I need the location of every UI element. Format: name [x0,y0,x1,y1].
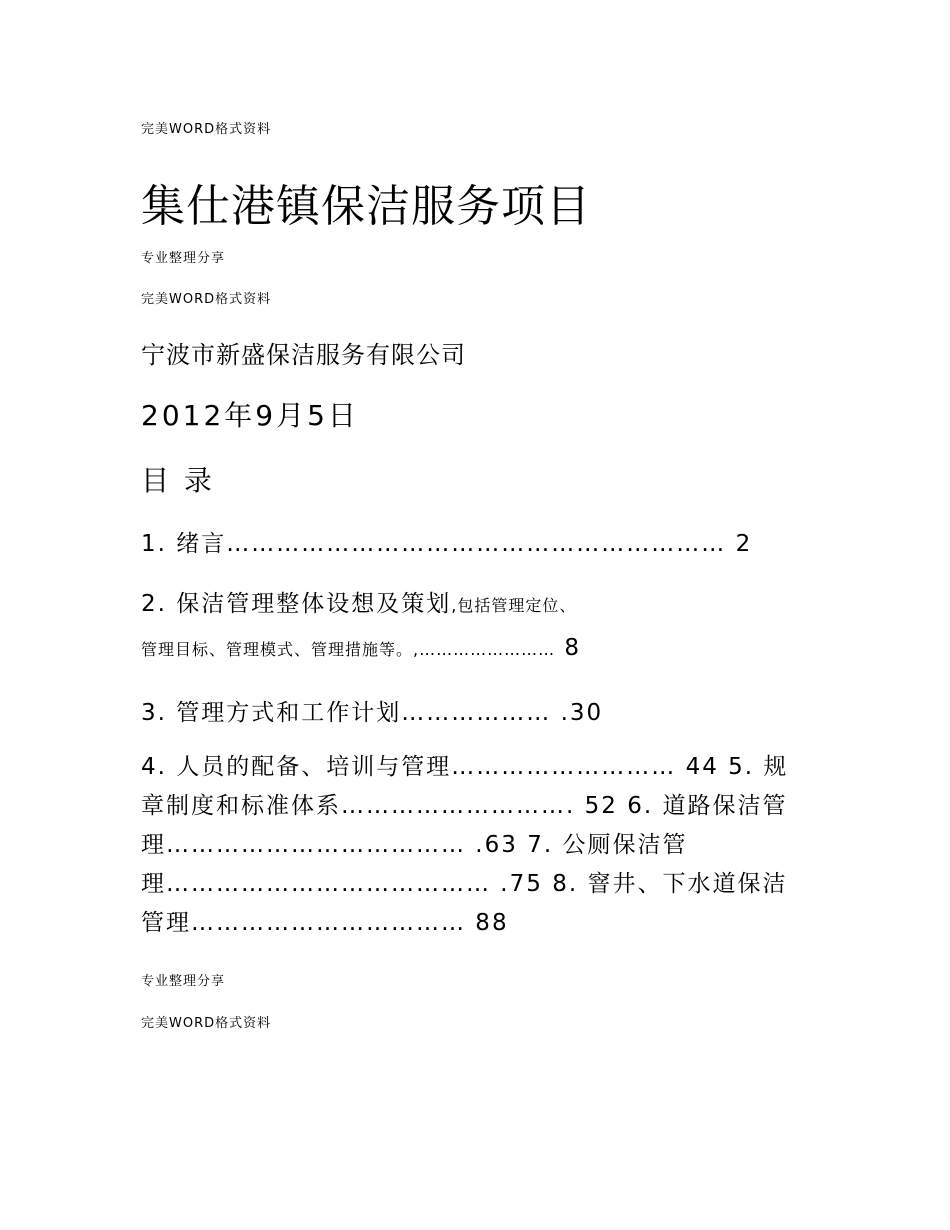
document-title: 集仕港镇保洁服务项目 [141,181,591,232]
company-name: 宁波市新盛保洁服务有限公司 [141,341,466,369]
toc-item-2-sub: ,包括管理定位、 [451,596,577,615]
page-header: 完美WORD格式资料 [141,1016,272,1031]
page-footer: 专业整理分享 [141,974,226,989]
page-header: 完美WORD格式资料 [141,122,272,137]
toc-item-1: 1. 绪言…………………………………………………… 2 [141,531,753,557]
toc-item-2-page: 8 [555,635,582,661]
toc-item-2-main: 2. 保洁管理整体设想及策划 [141,591,452,617]
page-footer: 专业整理分享 [141,251,226,266]
toc-item-2-detail: 管理目标、管理模式、管理措施等。,…………………… [141,640,556,659]
toc-item-2-line-2 [141,635,581,661]
page-header: 完美WORD格式资料 [141,292,272,307]
toc-items-4-8: 4. 人员的配备、培训与管理……………………… 44 5. 规章制度和标准体系………………………. 52 6. 道路保洁管理……………………………… .63 7. 公厕保洁管理………………………………… .75 8. 窨井、下水道保洁管理…………………………… 88 [141,754,789,936]
document-date: 2012年9月5日 [141,399,359,432]
toc-item-3: 3. 管理方式和工作计划……………… .30 [141,700,604,726]
toc-heading: 目 录 [141,464,215,497]
toc-item-2-line-1 [141,585,576,618]
